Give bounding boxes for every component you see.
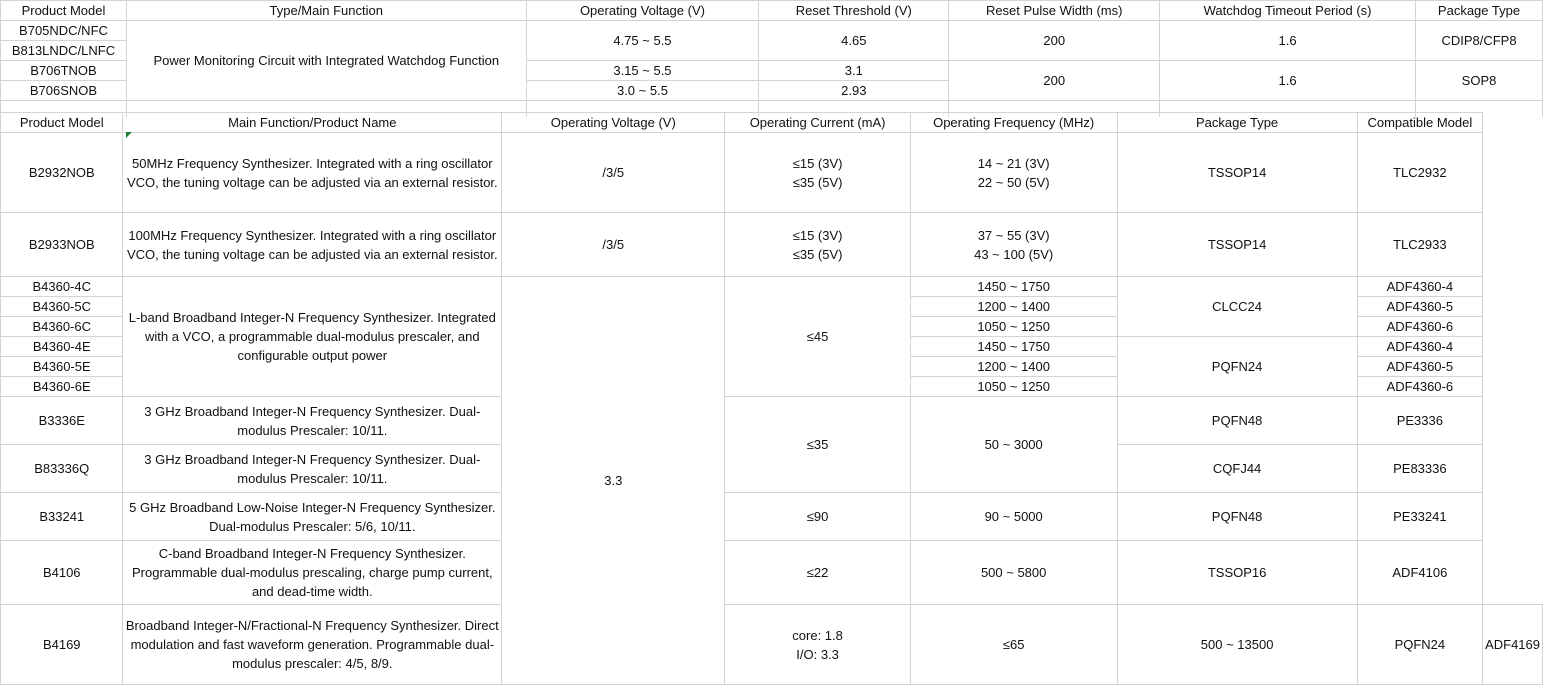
- compat-cell: ADF4169: [1483, 605, 1543, 685]
- header-cell: Main Function/Product Name: [123, 113, 502, 133]
- header-cell: Product Model: [1, 113, 123, 133]
- current-cell: ≤90: [725, 493, 910, 541]
- timeout-cell: 1.6: [1160, 61, 1416, 101]
- package-cell: PQFN24: [1117, 337, 1357, 397]
- header-row: [1, 113, 1543, 133]
- compat-cell: ADF4360-5: [1357, 357, 1482, 377]
- voltage-cell: 4.75 ~ 5.5: [526, 21, 759, 61]
- compat-cell: PE83336: [1357, 445, 1482, 493]
- frequency-cell: 500 ~ 5800: [910, 541, 1117, 605]
- header-cell: Operating Frequency (MHz): [910, 113, 1117, 133]
- current-cell: ≤35: [725, 397, 910, 493]
- compat-cell: ADF4360-4: [1357, 277, 1482, 297]
- header-cell: Reset Pulse Width (ms): [949, 1, 1160, 21]
- voltage-cell: /3/5: [502, 133, 725, 213]
- package-cell: PQFN48: [1117, 397, 1357, 445]
- frequency-line: 14 ~ 21 (3V): [977, 155, 1050, 171]
- frequency-cell: 1450 ~ 1750: [910, 337, 1117, 357]
- comment-indicator-icon[interactable]: [126, 132, 132, 138]
- table-row: [1, 493, 1543, 541]
- model-cell: B706SNOB: [1, 81, 127, 101]
- model-cell: B4360-5E: [1, 357, 123, 377]
- threshold-cell: 2.93: [759, 81, 949, 101]
- package-cell: CLCC24: [1117, 277, 1357, 337]
- frequency-cell: 500 ~ 13500: [1117, 605, 1357, 685]
- table-row: [1, 397, 1543, 445]
- model-cell: B705NDC/NFC: [1, 21, 127, 41]
- package-cell: TSSOP16: [1117, 541, 1357, 605]
- frequency-line: 22 ~ 50 (5V): [977, 174, 1050, 190]
- header-cell: Watchdog Timeout Period (s): [1160, 1, 1416, 21]
- model-cell: B83336Q: [1, 445, 123, 493]
- table-row: [1, 605, 1543, 685]
- package-cell: TSSOP14: [1117, 133, 1357, 213]
- header-cell: Product Model: [1, 1, 127, 21]
- function-cell: 3 GHz Broadband Integer-N Frequency Synthesizer. Dual-modulus Prescaler: 10/11.: [123, 445, 502, 493]
- package-cell: CQFJ44: [1117, 445, 1357, 493]
- header-cell: Operating Current (mA): [725, 113, 910, 133]
- current-cell: ≤22: [725, 541, 910, 605]
- frequency-cell: 1200 ~ 1400: [910, 357, 1117, 377]
- voltage-cell: 3.3: [502, 277, 725, 685]
- current-cell: [725, 213, 910, 277]
- model-cell: B4360-4C: [1, 277, 123, 297]
- table-row: [1, 21, 1543, 41]
- function-cell: Broadband Integer-N/Fractional-N Frequency Synthesizer. Direct modulation and fast waveform generation. Programmable dual-modulus prescaler: 4/5, 8/9.: [123, 605, 502, 685]
- compat-cell: PE3336: [1357, 397, 1482, 445]
- voltage-line: core: 1.8: [792, 627, 843, 643]
- model-cell: B4360-4E: [1, 337, 123, 357]
- compat-cell: PE33241: [1357, 493, 1482, 541]
- function-cell: 50MHz Frequency Synthesizer. Integrated with a ring oscillator VCO, the tuning voltage can be adjusted via an external resistor.: [123, 133, 502, 213]
- frequency-synthesizer-table: [0, 112, 1543, 685]
- compat-cell: ADF4106: [1357, 541, 1482, 605]
- voltage-cell: /3/5: [502, 213, 725, 277]
- header-row: [1, 1, 1543, 21]
- frequency-line: 43 ~ 100 (5V): [974, 246, 1054, 262]
- header-cell: Operating Voltage (V): [526, 1, 759, 21]
- table-row: [1, 133, 1543, 213]
- compat-cell: ADF4360-4: [1357, 337, 1482, 357]
- frequency-line: 37 ~ 55 (3V): [977, 227, 1050, 243]
- voltage-line: I/O: 3.3: [796, 646, 839, 662]
- voltage-cell: 3.0 ~ 5.5: [526, 81, 759, 101]
- current-line: ≤35 (5V): [792, 174, 843, 190]
- header-cell: Reset Threshold (V): [759, 1, 949, 21]
- current-line: ≤15 (3V): [792, 155, 843, 171]
- current-cell: [725, 133, 910, 213]
- table-row: [1, 213, 1543, 277]
- model-cell: B4169: [1, 605, 123, 685]
- model-cell: B2932NOB: [1, 133, 123, 213]
- model-cell: B813LNDC/LNFC: [1, 41, 127, 61]
- compat-cell: ADF4360-6: [1357, 377, 1482, 397]
- current-line: ≤35 (5V): [792, 246, 843, 262]
- threshold-cell: 3.1: [759, 61, 949, 81]
- model-cell: B3336E: [1, 397, 123, 445]
- header-cell: Type/Main Function: [126, 1, 526, 21]
- model-cell: B33241: [1, 493, 123, 541]
- voltage-cell: [725, 605, 910, 685]
- voltage-cell: 3.15 ~ 5.5: [526, 61, 759, 81]
- package-cell: TSSOP14: [1117, 213, 1357, 277]
- header-cell: Compatible Model: [1357, 113, 1482, 133]
- model-cell: B4106: [1, 541, 123, 605]
- model-cell: B2933NOB: [1, 213, 123, 277]
- function-cell: L-band Broadband Integer-N Frequency Synthesizer. Integrated with a VCO, a programmable dual-modulus prescaler, and configurable output power: [123, 277, 502, 397]
- compat-cell: TLC2932: [1357, 133, 1482, 213]
- model-cell: B4360-5C: [1, 297, 123, 317]
- model-cell: B4360-6E: [1, 377, 123, 397]
- frequency-cell: 1200 ~ 1400: [910, 297, 1117, 317]
- frequency-cell: [910, 213, 1117, 277]
- current-cell: ≤45: [725, 277, 910, 397]
- frequency-cell: 50 ~ 3000: [910, 397, 1117, 493]
- pulse-cell: 200: [949, 21, 1160, 61]
- pulse-cell: 200: [949, 61, 1160, 101]
- current-cell: ≤65: [910, 605, 1117, 685]
- frequency-cell: 1450 ~ 1750: [910, 277, 1117, 297]
- compat-cell: ADF4360-6: [1357, 317, 1482, 337]
- frequency-cell: 90 ~ 5000: [910, 493, 1117, 541]
- compat-cell: TLC2933: [1357, 213, 1482, 277]
- table-row: [1, 541, 1543, 605]
- package-cell: PQFN24: [1357, 605, 1482, 685]
- frequency-cell: [910, 133, 1117, 213]
- table-row: [1, 277, 1543, 297]
- timeout-cell: 1.6: [1160, 21, 1416, 61]
- header-cell: Operating Voltage (V): [502, 113, 725, 133]
- function-cell: Power Monitoring Circuit with Integrated Watchdog Function: [126, 21, 526, 101]
- power-monitor-table: [0, 0, 1543, 117]
- model-cell: B706TNOB: [1, 61, 127, 81]
- function-cell: C-band Broadband Integer-N Frequency Synthesizer. Programmable dual-modulus prescaling, charge pump current, and dead-time width.: [123, 541, 502, 605]
- package-cell: SOP8: [1416, 61, 1543, 101]
- header-cell: Package Type: [1117, 113, 1357, 133]
- function-cell: 3 GHz Broadband Integer-N Frequency Synthesizer. Dual-modulus Prescaler: 10/11.: [123, 397, 502, 445]
- package-cell: PQFN48: [1117, 493, 1357, 541]
- function-cell: 100MHz Frequency Synthesizer. Integrated with a ring oscillator VCO, the tuning voltage can be adjusted via an external resistor.: [123, 213, 502, 277]
- frequency-cell: 1050 ~ 1250: [910, 317, 1117, 337]
- header-cell: Package Type: [1416, 1, 1543, 21]
- model-cell: B4360-6C: [1, 317, 123, 337]
- function-cell: 5 GHz Broadband Low-Noise Integer-N Frequency Synthesizer. Dual-modulus Prescaler: 5/6, 10/11.: [123, 493, 502, 541]
- frequency-cell: 1050 ~ 1250: [910, 377, 1117, 397]
- compat-cell: ADF4360-5: [1357, 297, 1482, 317]
- threshold-cell: 4.65: [759, 21, 949, 61]
- current-line: ≤15 (3V): [792, 227, 843, 243]
- package-cell: CDIP8/CFP8: [1416, 21, 1543, 61]
